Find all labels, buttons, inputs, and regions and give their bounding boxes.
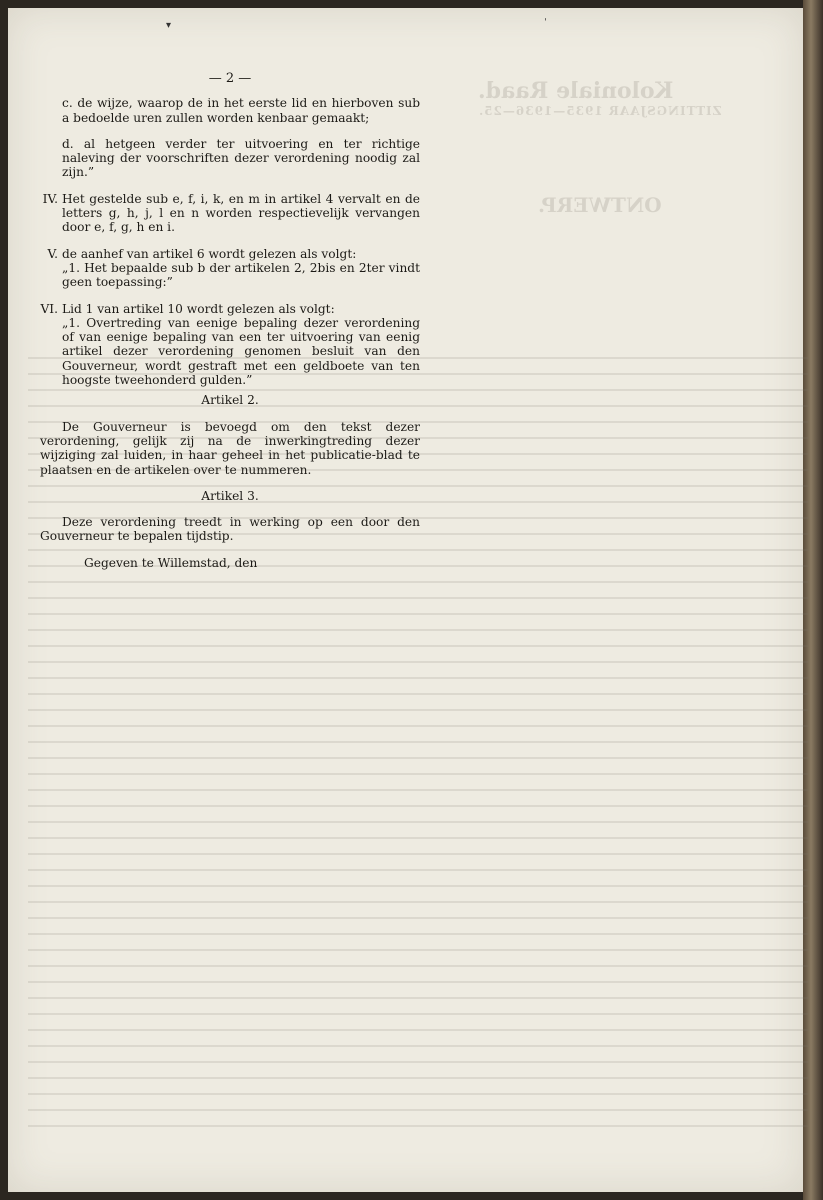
clause-d: d. al hetgeen verder ter uitvoering en ter richtige naleving der voorschriften dezer verordening noodig zal zijn.”	[62, 136, 420, 180]
page-number: — 2 —	[208, 71, 252, 86]
speck: ▾	[166, 20, 172, 31]
section-v	[40, 247, 420, 290]
section-vi-quote: „1. Overtreding van eenige bepaling dezer verordening of van eenige bepaling van een ter uitvoering van eenig artikel dezer verordening genomen besluit van den Gouverneur, wordt gestraft met een geldboete van ten hoogste tweehonderd gulden.”	[62, 315, 420, 388]
speck: ˈ	[544, 18, 547, 29]
section-v-quote: „1. Het bepaalde sub b der artikelen 2, 2bis en 2ter vindt geen toepassing:”	[62, 260, 420, 290]
bleed-through-subtitle: ZITTINGSJAAR 1935—1936—25.	[478, 104, 722, 118]
section-iv-text: Het gestelde sub e, f, i, k, en m in artikel 4 vervalt en de letters g, h, j, l en n worden respectievelijk vervangen door e, f, g, h en i.	[62, 191, 420, 235]
section-iv	[40, 192, 420, 235]
article-2-text: De Gouverneur is bevoegd om den tekst dezer verordening, gelijk zij na de inwerkingtreding dezer wijziging zal luiden, in haar geheel in het publicatie-blad te plaatsen en de artikelen over te nummeren.	[40, 419, 420, 477]
article-3-text: Deze verordening treedt in werking op een door den Gouverneur te bepalen tijdstip.	[40, 515, 420, 544]
section-vi	[40, 302, 420, 388]
article-2-heading: Artikel 2.	[201, 393, 259, 408]
page-content	[40, 62, 420, 570]
section-v-text: de aanhef van artikel 6 wordt gelezen als volgt:	[62, 246, 357, 261]
bleed-through-heading: ONTWERP.	[538, 193, 662, 217]
bleed-through-title: Koloniale Raad.	[478, 78, 674, 104]
clause-c: c. de wijze, waarop de in het eerste lid en hierboven sub a bedoelde uren zullen worden kenbaar gemaakt;	[62, 96, 420, 125]
section-v-number: V.	[47, 246, 58, 261]
section-vi-text: Lid 1 van artikel 10 wordt gelezen als volgt:	[62, 301, 335, 316]
article-3-heading: Artikel 3.	[201, 488, 259, 503]
section-vi-number: VI.	[40, 301, 58, 316]
closing-line: Gegeven te Willemstad, den	[84, 555, 258, 570]
section-iv-number: IV.	[42, 191, 58, 206]
